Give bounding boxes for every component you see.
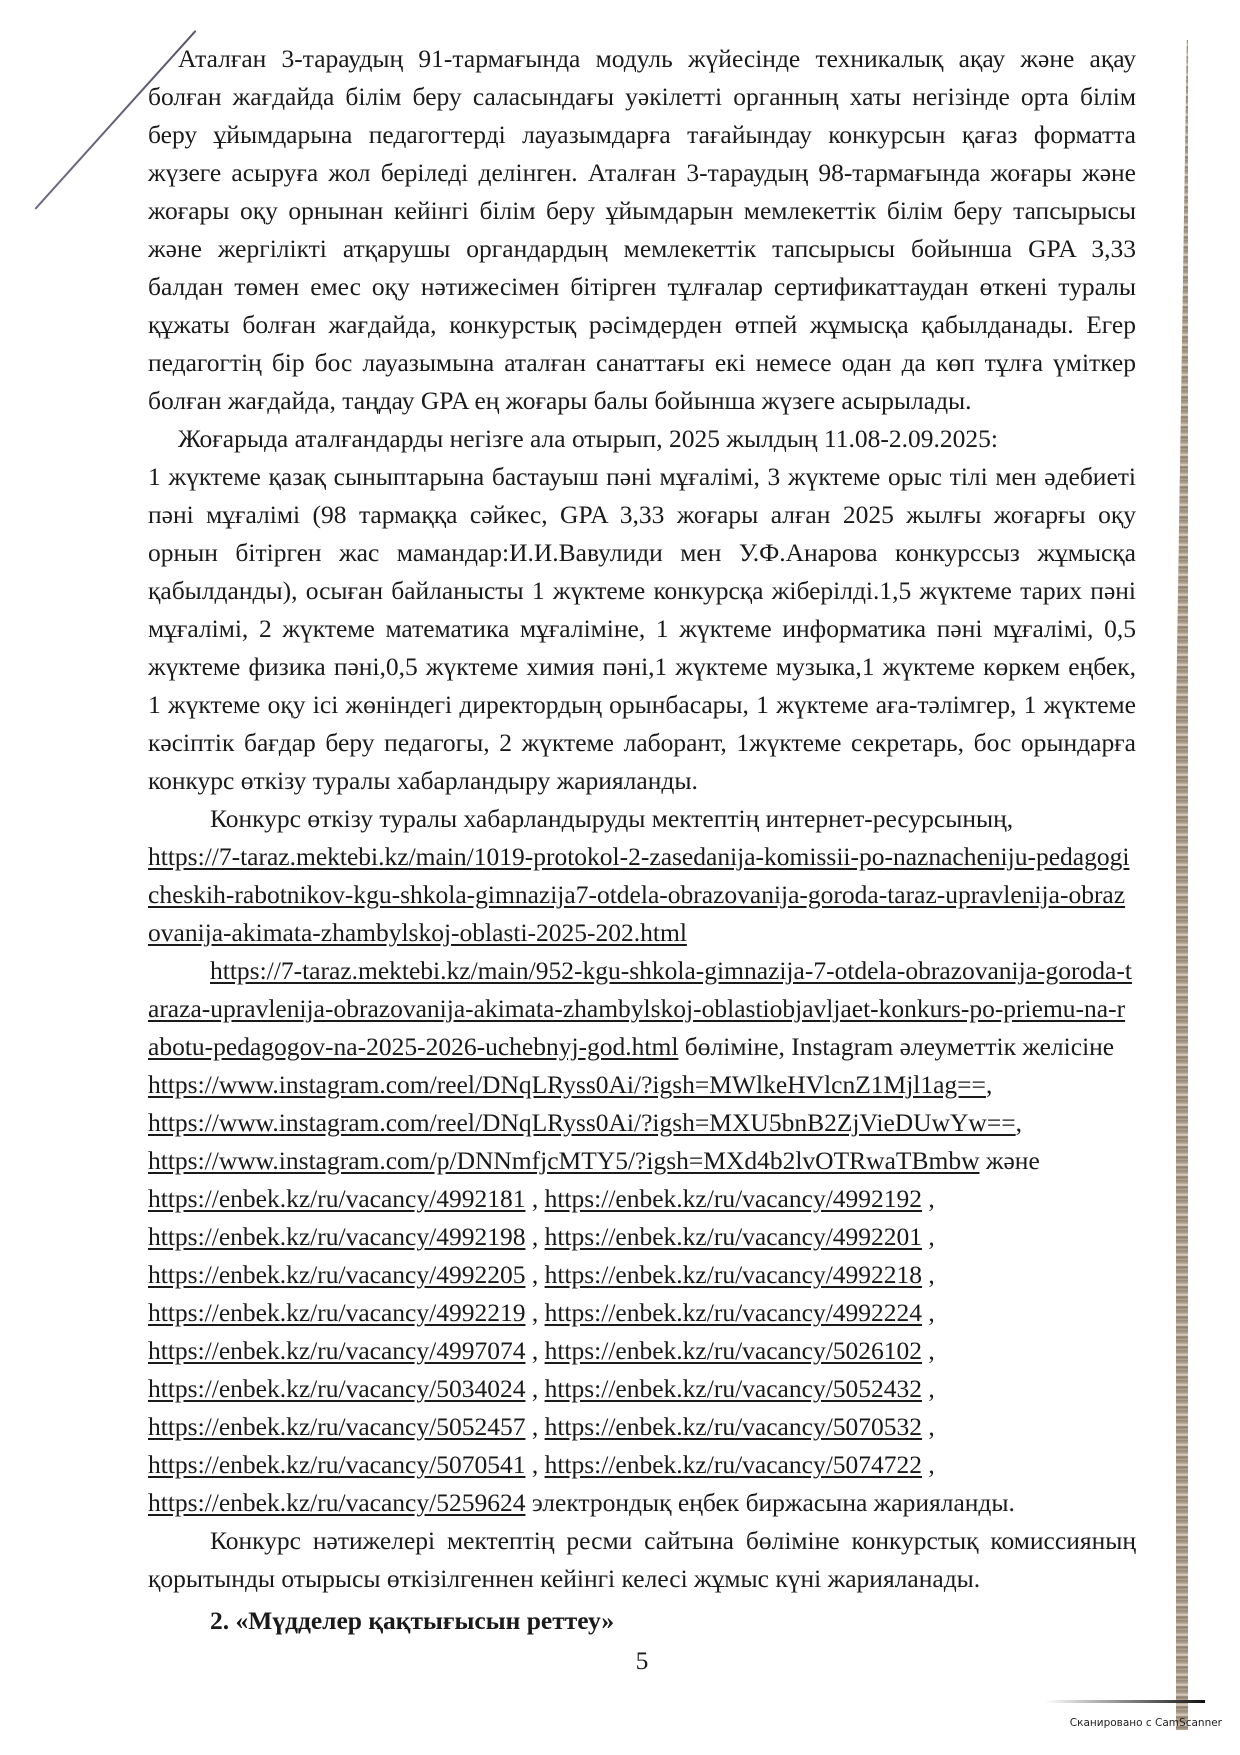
and-word: және <box>979 1146 1040 1175</box>
document-page <box>148 40 1136 1680</box>
paragraph-vacancies-list: 1 жүктеме қазақ сыныптарына бастауыш пәні мұғалімі, 3 жүктеме орыс тілі мен әдебиеті пәні мұғалімі (98 тармаққа сәйкес, GPA 3,33 жоғары алған 2025 жылғы жоғарғы оқу орнын бітірген жас мамандар:И.И.Вавулиди мен У.Ф.Анарова конкурссыз жұмысқа қабылданды), осыған байланысты 1 жүктеме конкурсқа жіберілді.1,5 жүктеме тарих пәні мұғалімі, 2 жүктеме математика мұғаліміне, 1 жүктеме информатика пәні мұғалімі, 0,5 жүктеме физика пәні,0,5 жүктеме химия пәні,1 жүктеме музыка,1 жүктеме көркем еңбек, 1 жүктеме оқу ісі жөніндегі директордың орынбасары, 1 жүктеме аға-тәлімгер, 1 жүктеме кәсіптік бағдар беру педагогы, 2 жүктеме лаборант, 1жүктеме секретарь, бос орындарға конкурс өткізу туралы хабарландыру жарияланды. <box>148 462 1136 795</box>
comma-separator: , <box>525 1184 545 1213</box>
instagram-link[interactable]: https://www.instagram.com/p/DNNmfjcMTY5/?igsh=MXd4b2lvOTRwaTBmbw <box>148 1146 980 1175</box>
comma-separator: , <box>922 1412 935 1441</box>
paragraph-announcement-intro: Конкурс өткізу туралы хабарландыруды мектептің интернет-ресурсының, <box>210 804 1014 833</box>
comma-separator: , <box>1015 1108 1022 1137</box>
enbek-link-row <box>148 1256 1136 1294</box>
paragraph-vacancies-intro: Жоғарыда аталғандарды негізге ала отырып, 2025 жылдың 11.08-2.09.2025: <box>178 424 998 453</box>
enbek-vacancy-link[interactable]: https://enbek.kz/ru/vacancy/4997074 <box>148 1336 526 1365</box>
comma-separator: , <box>525 1374 545 1403</box>
enbek-vacancy-link[interactable]: https://enbek.kz/ru/vacancy/5070532 <box>544 1412 923 1441</box>
instagram-link-row <box>148 1066 1136 1104</box>
enbek-vacancy-link[interactable]: https://enbek.kz/ru/vacancy/4992205 <box>148 1260 526 1289</box>
camscanner-watermark: Сканировано с CamScanner <box>1069 1717 1222 1729</box>
comma-separator: , <box>525 1260 545 1289</box>
enbek-vacancy-link[interactable]: https://enbek.kz/ru/vacancy/5026102 <box>544 1336 923 1365</box>
comma-separator: , <box>985 1070 993 1099</box>
comma-separator: , <box>525 1450 545 1479</box>
enbek-tail-text: электрондық еңбек биржасына жарияланды. <box>525 1488 1015 1517</box>
paragraph-results-publication: Конкурс нәтижелері мектептің ресми сайтына бөліміне конкурстық комиссияның қорытынды отырысы өткізілгеннен кейінгі келесі жұмыс күні жарияланады. <box>148 1526 1136 1593</box>
comma-separator: , <box>525 1298 545 1327</box>
comma-separator: , <box>922 1336 935 1365</box>
enbek-vacancy-link[interactable]: https://enbek.kz/ru/vacancy/4992181 <box>148 1184 526 1213</box>
scan-edge-strip <box>1176 40 1188 1730</box>
comma-separator: , <box>922 1450 935 1479</box>
enbek-vacancy-link[interactable]: https://enbek.kz/ru/vacancy/4992218 <box>544 1260 923 1289</box>
comma-separator: , <box>922 1260 935 1289</box>
site-links-tail-text: бөліміне, Instagram әлеуметтік желісіне <box>678 1032 1115 1061</box>
paragraph-site-links <box>148 838 1136 952</box>
comma-separator: , <box>922 1298 935 1327</box>
enbek-vacancy-link[interactable]: https://enbek.kz/ru/vacancy/5259624 <box>148 1488 526 1517</box>
enbek-link-row <box>148 1370 1136 1408</box>
enbek-link-row <box>148 1332 1136 1370</box>
enbek-vacancy-link[interactable]: https://enbek.kz/ru/vacancy/5052432 <box>544 1374 923 1403</box>
enbek-vacancy-link[interactable]: https://enbek.kz/ru/vacancy/5070541 <box>148 1450 526 1479</box>
enbek-links-block <box>148 1180 1136 1522</box>
instagram-links-block <box>148 1066 1136 1180</box>
enbek-vacancy-link[interactable]: https://enbek.kz/ru/vacancy/4992224 <box>544 1298 923 1327</box>
instagram-link-row <box>148 1142 1136 1180</box>
comma-separator: , <box>922 1184 935 1213</box>
enbek-vacancy-link[interactable]: https://enbek.kz/ru/vacancy/5074722 <box>544 1450 923 1479</box>
enbek-link-row <box>148 1180 1136 1218</box>
comma-separator: , <box>525 1222 545 1251</box>
paragraph-regulation-91-98: Аталған 3-тараудың 91-тармағында модуль жүйесінде техникалық ақау және ақау болған жағдайда білім беру саласындағы уәкілетті органның хаты негізінде орта білім беру ұйымдарына педагогтерді лауазымдарға тағайындау конкурсын қағаз форматта жүзеге асыруға жол беріледі делінген. Аталған 3-тараудың 98-тармағында жоғары және жоғары оқу орнынан кейінгі білім беру ұйымдарын мемлекеттік білім беру тапсырысы және жергілікті атқарушы органдардың мемлекеттік тапсырысы бойынша GPA 3,33 балдан төмен емес оқу нәтижесімен бітірген тұлғалар сертификаттаудан өткені туралы құжаты болған жағдайда, конкурстық рәсімдерден өтпей жұмысқа қабылданады. Егер педагогтің бір бос лауазымына аталған санаттағы екі немесе одан да көп тұлға үміткер болған жағдайда, таңдау GPA ең жоғары балы бойынша жүзеге асырылады. <box>148 44 1136 415</box>
section-heading-conflict-of-interest: 2. «Мүдделер қақтығысын реттеу» <box>210 1606 615 1635</box>
instagram-link-row <box>148 1104 1136 1142</box>
enbek-link-row <box>148 1218 1136 1256</box>
school-site-link-announcement[interactable]: https://7-taraz.mektebi.kz/main/952-kgu-shkola-gimnazija-7-otdela-obrazovanija-goroda-taraza-upravlenija-obrazovanija-akimata-zhambylskoj-oblastiobjavljaet-konkurs-po-priemu-na-rabotu-pedagogov-na-2025-2026-uchebnyj-god.html <box>148 956 1132 1061</box>
paragraph-site-link-2 <box>148 952 1136 1066</box>
scan-bottom-edge <box>1045 1700 1205 1703</box>
comma-separator: , <box>922 1374 935 1403</box>
comma-separator: , <box>525 1336 545 1365</box>
instagram-link[interactable]: https://www.instagram.com/reel/DNqLRyss0Ai/?igsh=MWlkeHVlcnZ1Mjl1ag== <box>148 1070 986 1099</box>
enbek-link-row <box>148 1408 1136 1446</box>
comma-separator: , <box>525 1412 545 1441</box>
comma-separator: , <box>922 1222 935 1251</box>
enbek-link-row <box>148 1446 1136 1484</box>
page-number: 5 <box>635 1646 649 1675</box>
enbek-vacancy-link[interactable]: https://enbek.kz/ru/vacancy/4992192 <box>544 1184 923 1213</box>
enbek-link-row <box>148 1294 1136 1332</box>
enbek-vacancy-link[interactable]: https://enbek.kz/ru/vacancy/4992198 <box>148 1222 526 1251</box>
enbek-vacancy-link[interactable]: https://enbek.kz/ru/vacancy/4992219 <box>148 1298 526 1327</box>
enbek-vacancy-link[interactable]: https://enbek.kz/ru/vacancy/5034024 <box>148 1374 526 1403</box>
enbek-vacancy-link[interactable]: https://enbek.kz/ru/vacancy/4992201 <box>544 1222 923 1251</box>
school-site-link-protocol[interactable]: https://7-taraz.mektebi.kz/main/1019-protokol-2-zasedanija-komissii-po-naznacheniju-pedagogicheskih-rabotnikov-kgu-shkola-gimnazija7-otdela-obrazovanija-goroda-taraz-upravlenija-obrazovanija-akimata-zhambylskoj-oblasti-2025-202.html <box>148 842 1130 947</box>
enbek-vacancy-link[interactable]: https://enbek.kz/ru/vacancy/5052457 <box>148 1412 526 1441</box>
instagram-link[interactable]: https://www.instagram.com/reel/DNqLRyss0Ai/?igsh=MXU5bnB2ZjVieDUwYw== <box>148 1108 1016 1137</box>
enbek-link-row <box>148 1484 1136 1522</box>
